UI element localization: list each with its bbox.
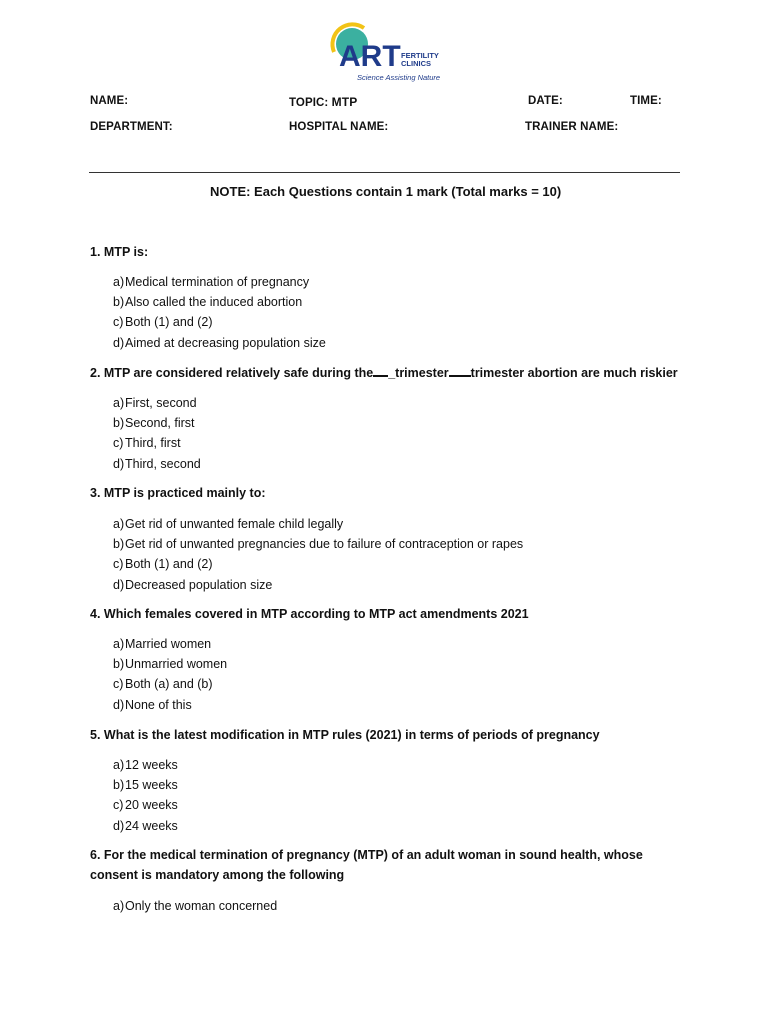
option: a) Only the woman concerned (113, 899, 278, 913)
option: b) Second, first (113, 416, 195, 431)
option: b) 15 weeks (113, 778, 178, 793)
time-label: TIME: (630, 95, 662, 107)
option: b) Unmarried women (113, 657, 228, 672)
question-3-options (113, 514, 523, 595)
question-5: 5. What is the latest modification in MTP rules (2021) in terms of periods of pregnancy (90, 728, 600, 742)
option: a) Get rid of unwanted female child legally (113, 517, 344, 531)
option: d) None of this (113, 697, 192, 712)
question-2: 2. MTP are considered relatively safe during the _trimester trimester abortion are much riskier (90, 366, 678, 380)
option: d) Aimed at decreasing population size (113, 335, 326, 350)
question-4-options (113, 634, 227, 715)
option: c) 20 weeks (113, 798, 178, 813)
logo-brand: ART (339, 40, 401, 73)
option: d) Decreased population size (113, 577, 273, 592)
trainer-name-label: TRAINER NAME: (525, 121, 619, 133)
question-6-options (113, 896, 277, 916)
question-6: 6. For the medical termination of pregnancy (MTP) of an adult woman in sound health, whose consent is mandatory among the following (90, 848, 643, 882)
logo-tagline: Science Assisting Nature (357, 73, 441, 82)
date-label: DATE: (528, 95, 563, 107)
option: c) Both (1) and (2) (113, 315, 213, 330)
answer-blank-2 (449, 365, 471, 377)
answer-blank-1 (373, 365, 388, 377)
question-1: 1. MTP is: (90, 245, 149, 259)
topic-field (289, 95, 357, 109)
option: d) Third, second (113, 456, 201, 471)
question-4: 4. Which females covered in MTP according to MTP act amendments 2021 (90, 607, 529, 621)
question-1-options (113, 272, 326, 353)
marks-note: NOTE: Each Questions contain 1 mark (Total marks = 10) (210, 184, 562, 199)
option: b) Get rid of unwanted pregnancies due to failure of contraception or rapes (113, 537, 524, 552)
topic-label: TOPIC: (289, 97, 329, 109)
option: c) Both (1) and (2) (113, 557, 213, 572)
department-label: DEPARTMENT: (90, 121, 173, 133)
option: c) Both (a) and (b) (113, 677, 213, 692)
option: c) Third, first (113, 436, 181, 451)
hospital-name-label: HOSPITAL NAME: (289, 121, 389, 133)
art-fertility-logo (322, 22, 447, 84)
option: b) Also called the induced abortion (113, 295, 303, 310)
option: a) 12 weeks (113, 758, 178, 772)
option: a) Married women (113, 637, 212, 651)
option: a) Medical termination of pregnancy (113, 275, 310, 289)
question-5-options (113, 755, 178, 836)
option: a) First, second (113, 396, 197, 410)
header-divider (89, 172, 680, 173)
question-3: 3. MTP is practiced mainly to: (90, 486, 266, 500)
logo-brand-sub-1: FERTILITY (401, 51, 439, 60)
logo-brand-sub-2: CLINICS (401, 59, 431, 68)
option: d) 24 weeks (113, 818, 178, 833)
topic-value: MTP (331, 95, 358, 109)
question-2-options (113, 393, 201, 474)
name-label: NAME: (90, 95, 129, 107)
